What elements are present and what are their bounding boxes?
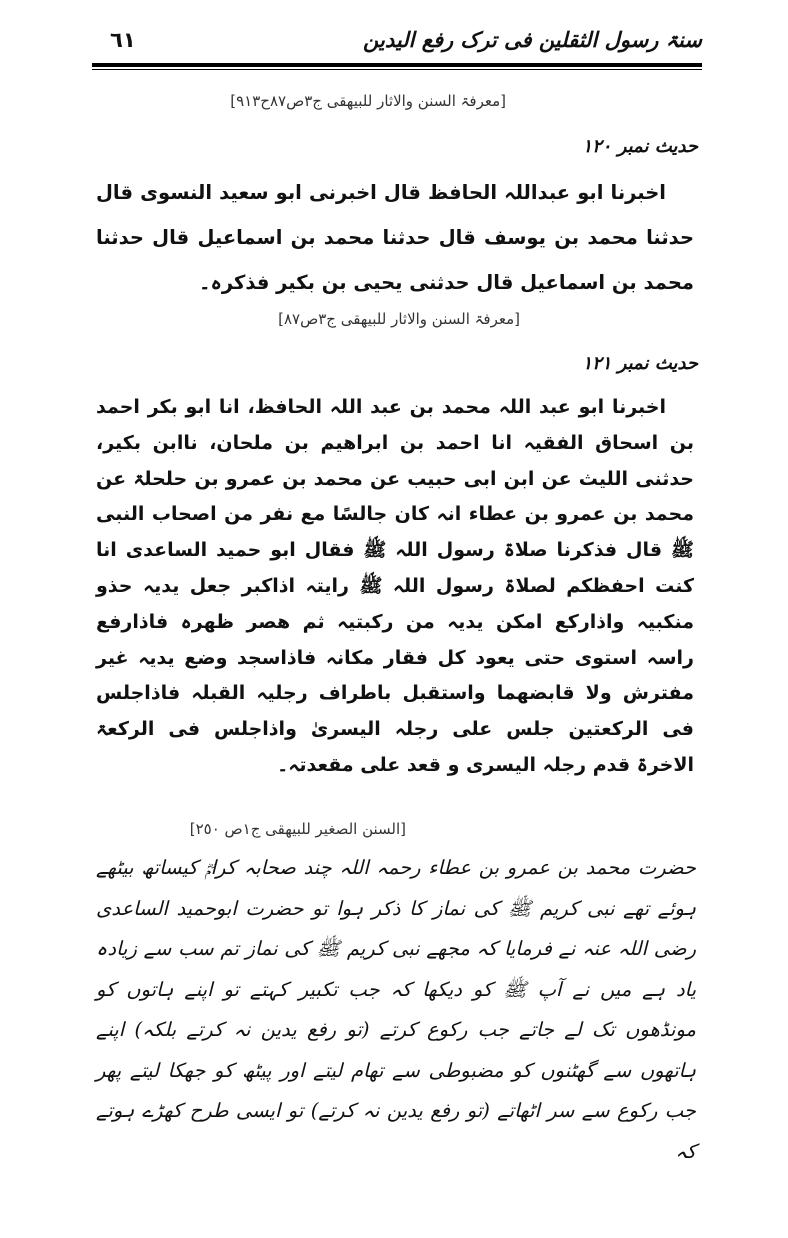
header-rule-thin	[92, 69, 702, 70]
header-rule-thick	[92, 63, 702, 67]
hadith-heading: حدیث نمبر ١٢١	[582, 353, 698, 374]
page-header	[92, 22, 702, 62]
reference-citation: [معرفۃ السنن والاثار للبیھقی ج٣ص٨٧ح٩١٣]	[230, 92, 506, 110]
translation-text: حضرت محمد بن عمرو بن عطاء رحمہ اللہ چند صحابہ کرامؓ کیساتھ بیٹھے ہوئے تھے نبی کریم ﷺ کی نماز کا ذکر ہوا تو حضرت ابوحمید الساعدی رضی اللہ عنہ نے فرمایا کہ مجھے نبی کریم ﷺ کی نماز تم سب سے زیادہ یاد ہے میں نے آپ ﷺ کو دیکھا کہ جب تکبیر کہتے تو اپنے ہاتوں کو مونڈھوں تک لے جاتے جب رکوع کرتے (تو رفع یدین نہ کرتے بلکہ) اپنے ہاتھوں سے گھٹنوں کو مضبوطی سے تھام لیتے اور پیٹھ کو جھکا لیتے پھر جب رکوع سے سر اٹھاتے (تو رفع یدین نہ کرتے) تو ایسی طرح کھڑے ہوتے کہ	[96, 856, 696, 1163]
book-title: سنۃ رسول الثقلین فی ترک رفع الیدین	[363, 28, 702, 52]
reference-citation: [السنن الصغیر للبیھقی ج١ص ٢٥٠]	[189, 820, 406, 838]
reference-citation: [معرفۃ السنن والاثار للبیھقی ج٣ص٨٧]	[278, 310, 520, 328]
hadith-text: اخبرنا ابو عبد اللہ محمد بن عبد اللہ الحافظ، انا ابو بکر احمد بن اسحاق الفقیہ انا احمد بن ابراھیم بن ملحان، ناابن بکیر، حدثنی اللیث عن ابن ابی حبیب عن محمد بن عمرو بن حلحلۃ عن محمد بن عمرو بن عطاء انہ کان جالسًا مع نفر من اصحاب النبی ﷺ قال فذکرنا صلاۃ رسول اللہ ﷺ فقال ابو حمید الساعدی انا کنت احفظکم لصلاۃ رسول اللہ ﷺ رایتہ اذاکبر جعل یدیہ حذو منکبیہ واذارکع امکن یدیہ من رکبتیہ ثم ھصر ظھرہ فاذارفع راسہ استوی حتی یعود کل فقار مکانہ فاذاسجد وضع یدیہ غیر مفترش ولا قابضھما واستقبل باطراف رجلیہ القبلہ فاذاجلس فی الرکعتین جلس علی رجلہ الیسریٰ واذاجلس فی الرکعۃ الاخرۃ قدم رجلہ الیسری و قعد علی مقعدتہ۔	[96, 396, 694, 776]
hadith-text: اخبرنا ابو عبداللہ الحافظ قال اخبرنی ابو سعید النسوی قال حدثنا محمد بن یوسف قال حدثنا محمد بن اسماعیل قال حدثنا محمد بن اسماعیل قال حدثنی یحیی بن بکیر فذکرہ۔	[96, 181, 694, 294]
hadith-arabic-text	[96, 170, 694, 305]
hadith-heading: حدیث نمبر ١٢٠	[582, 136, 698, 157]
hadith-arabic-text	[96, 390, 694, 784]
page-number: ٦١	[110, 28, 136, 52]
urdu-translation	[96, 848, 696, 1172]
